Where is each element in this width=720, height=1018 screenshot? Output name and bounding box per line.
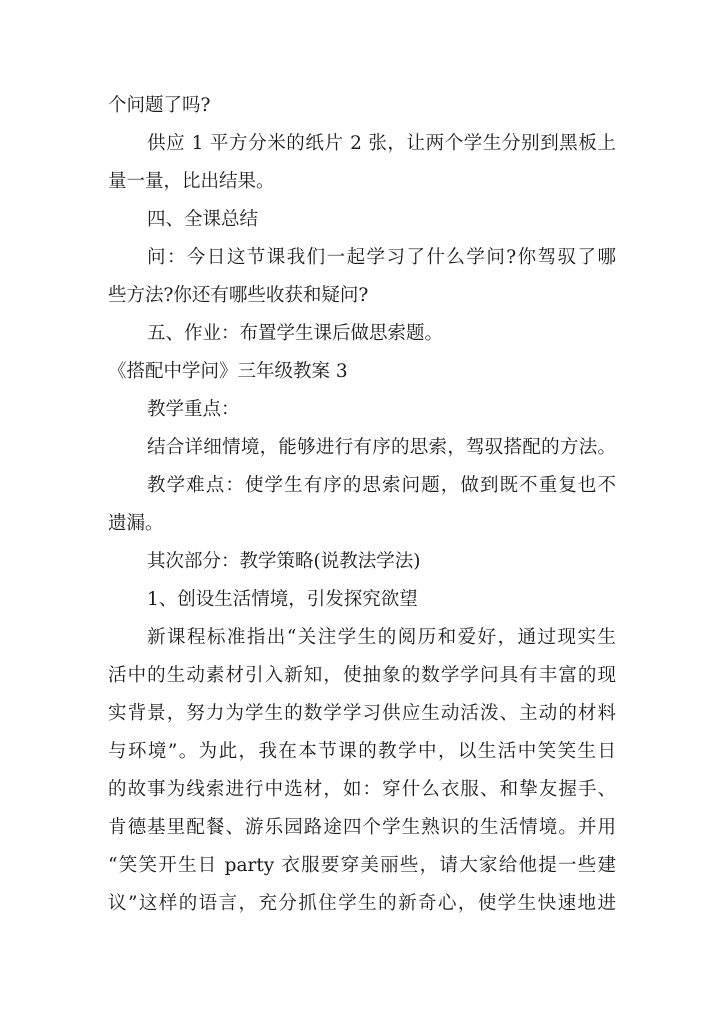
text-line: “笑笑开生日 party 衣服要穿美丽些，请大家给他提一些建	[108, 855, 616, 876]
text-line: 活中的生动素材引入新知，使抽象的数学学问具有丰富的现	[108, 665, 616, 686]
text-line: 问：今日这节课我们一起学习了什么学问?你驾驭了哪	[147, 247, 616, 268]
section-heading: 五、作业：布置学生课后做思索题。	[147, 323, 444, 344]
text-line: 些方法?你还有哪些收获和疑问?	[108, 285, 369, 306]
section-heading: 1、创设生活情境，引发探究欲望	[147, 589, 418, 610]
text-line: 遗漏。	[108, 513, 164, 534]
section-heading: 其次部分：教学策略(说教法学法)	[147, 551, 421, 572]
text-line: 结合详细情境，能够进行有序的思索，驾驭搭配的方法。	[147, 437, 616, 458]
section-heading: 四、全课总结	[147, 209, 259, 230]
text-line: 量一量，比出结果。	[108, 171, 275, 192]
text-line: 实背景，努力为学生的数学学习供应生动活泼、主动的材料	[108, 703, 616, 724]
text-line: 肯德基里配餐、游乐园路途四个学生熟识的生活情境。并用	[108, 817, 616, 838]
text-line: 的故事为线索进行中选材，如：穿什么衣服、和挚友握手、	[108, 779, 616, 800]
document-title: 《搭配中学问》三年级教案 3	[108, 361, 348, 382]
text-line: 议”这样的语言，充分抓住学生的新奇心，使学生快速地进	[108, 893, 616, 914]
text-line: 教学重点：	[147, 399, 240, 420]
text-line: 新课程标准指出“关注学生的阅历和爱好，通过现实生	[147, 627, 616, 648]
text-line: 供应 1 平方分米的纸片 2 张，让两个学生分别到黑板上	[147, 133, 616, 154]
text-line: 教学难点：使学生有序的思索问题，做到既不重复也不	[147, 475, 616, 496]
text-line: 个问题了吗?	[108, 95, 211, 116]
text-line: 与环境”。为此，我在本节课的教学中，以生活中笑笑生日	[108, 741, 616, 762]
